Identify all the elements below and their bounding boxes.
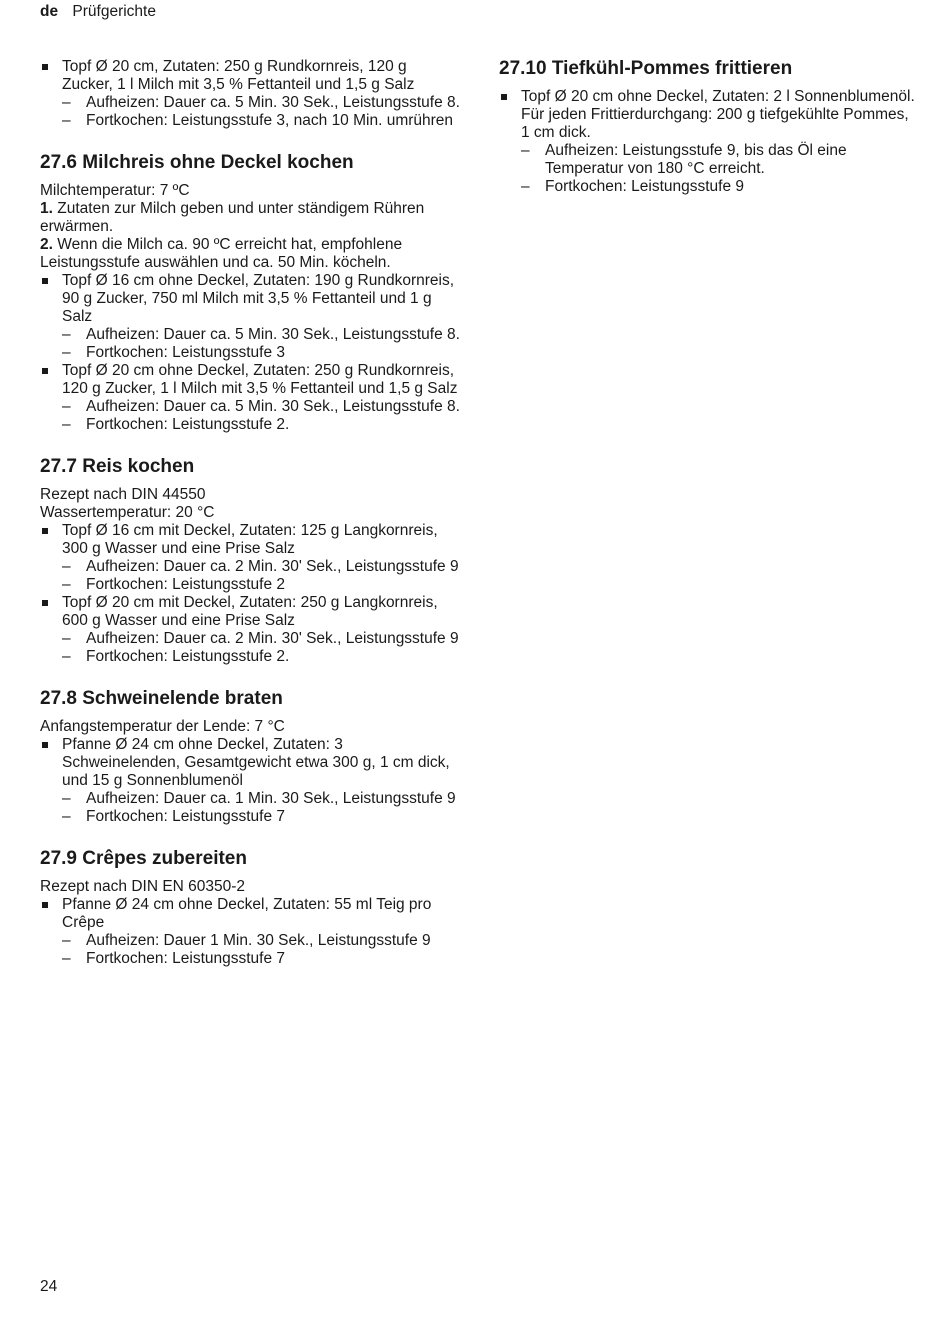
list-item: Topf Ø 20 cm mit Deckel, Zutaten: 250 g Langkornreis, 600 g Wasser und eine Prise Salz – Aufheizen: Dauer ca. 2 Min. 30' Sek., Leistungsstufe 9 – Fortkochen: Leistungsstufe 2. — [40, 594, 460, 666]
step-item: – Fortkochen: Leistungsstufe 7 — [62, 950, 460, 968]
list-item: Topf Ø 16 cm mit Deckel, Zutaten: 125 g Langkornreis, 300 g Wasser und eine Prise Salz – Aufheizen: Dauer ca. 2 Min. 30' Sek., Leistungsstufe 9 – Fortkochen: Leistungsstufe 2 — [40, 522, 460, 594]
page-number: 24 — [40, 1278, 58, 1295]
left-column — [40, 58, 460, 990]
list-item: Pfanne Ø 24 cm ohne Deckel, Zutaten: 55 ml Teig pro Crêpe – Aufheizen: Dauer 1 Min. 30 Sek., Leistungsstufe 9 – Fortkochen: Leistungsstufe 7 — [40, 896, 460, 968]
section-heading: 27.9 Crêpes zubereiten — [40, 848, 247, 869]
section-heading: 27.8 Schweinelende braten — [40, 688, 283, 709]
step-item: – Aufheizen: Leistungsstufe 9, bis das Öl eine Temperatur von 180 °C erreicht. — [521, 142, 919, 178]
step-item: – Fortkochen: Leistungsstufe 2. — [62, 416, 460, 434]
section-27-8 — [40, 688, 460, 826]
list-item: Topf Ø 20 cm ohne Deckel, Zutaten: 2 l Sonnenblumenöl. Für jeden Frittierdurchgang: 200 g tiefgekühlte Pommes, 1 cm dick. – Aufheizen: Leistungsstufe 9, bis das Öl eine Temperatur von 180 °C erreicht. – Fortkochen: Leistungsstufe 9 — [499, 88, 919, 196]
header-section-title: Prüfgerichte — [72, 3, 156, 20]
step-item: – Fortkochen: Leistungsstufe 3 — [62, 344, 460, 362]
section-heading: 27.10 Tiefkühl-Pommes frittieren — [499, 58, 793, 79]
intro-block — [40, 58, 460, 130]
step-item: – Fortkochen: Leistungsstufe 3, nach 10 Min. umrühren — [62, 112, 460, 130]
step-item: – Aufheizen: Dauer ca. 2 Min. 30' Sek., Leistungsstufe 9 — [62, 630, 460, 648]
step-item: – Aufheizen: Dauer ca. 5 Min. 30 Sek., Leistungsstufe 8. — [62, 398, 460, 416]
right-column — [499, 58, 919, 218]
list-item: Topf Ø 20 cm, Zutaten: 250 g Rundkornreis, 120 g Zucker, 1 l Milch mit 3,5 % Fettanteil und 1,5 g Salz – Aufheizen: Dauer ca. 5 Min. 30 Sek., Leistungsstufe 8. – Fortkochen: Leistungsstufe 3, nach 10 Min. umrühren — [40, 58, 460, 130]
step-item: – Fortkochen: Leistungsstufe 9 — [521, 178, 919, 196]
step-item: – Aufheizen: Dauer 1 Min. 30 Sek., Leistungsstufe 9 — [62, 932, 460, 950]
language-code: de — [40, 3, 59, 20]
section-27-9 — [40, 848, 460, 968]
list-item: Pfanne Ø 24 cm ohne Deckel, Zutaten: 3 Schweinelenden, Gesamtgewicht etwa 300 g, 1 cm dick, und 15 g Sonnenblumenöl – Aufheizen: Dauer ca. 1 Min. 30 Sek., Leistungsstufe 9 – Fortkochen: Leistungsstufe 7 — [40, 736, 460, 826]
recipe-reference: Rezept nach DIN 44550 — [40, 486, 206, 503]
water-temperature: Wassertemperatur: 20 °C — [40, 504, 215, 521]
recipe-reference: Rezept nach DIN EN 60350-2 — [40, 878, 246, 895]
instruction-step-1: 1. Zutaten zur Milch geben und unter ständigem Rühren erwärmen. — [40, 200, 425, 235]
list-item: Topf Ø 16 cm ohne Deckel, Zutaten: 190 g Rundkornreis, 90 g Zucker, 750 ml Milch mit 3,5 % Fettanteil und 1 g Salz – Aufheizen: Dauer ca. 5 Min. 30 Sek., Leistungsstufe 8. – Fortkochen: Leistungsstufe 3 — [40, 272, 460, 362]
step-item: – Fortkochen: Leistungsstufe 7 — [62, 808, 460, 826]
step-item: – Aufheizen: Dauer ca. 5 Min. 30 Sek., Leistungsstufe 8. — [62, 94, 460, 112]
start-temperature: Anfangstemperatur der Lende: 7 °C — [40, 718, 285, 735]
step-item: – Aufheizen: Dauer ca. 1 Min. 30 Sek., Leistungsstufe 9 — [62, 790, 460, 808]
section-heading: 27.6 Milchreis ohne Deckel kochen — [40, 152, 354, 173]
section-27-10 — [499, 58, 919, 196]
milk-temperature: Milchtemperatur: 7 ºC — [40, 182, 190, 199]
instruction-step-2: 2. Wenn die Milch ca. 90 ºC erreicht hat, empfohlene Leistungsstufe auswählen und ca. 50 Min. köcheln. — [40, 236, 403, 271]
step-item: – Fortkochen: Leistungsstufe 2. — [62, 648, 460, 666]
section-27-7 — [40, 456, 460, 666]
section-heading: 27.7 Reis kochen — [40, 456, 195, 477]
page-header — [40, 3, 156, 21]
step-item: – Fortkochen: Leistungsstufe 2 — [62, 576, 460, 594]
list-item: Topf Ø 20 cm ohne Deckel, Zutaten: 250 g Rundkornreis, 120 g Zucker, 1 l Milch mit 3,5 % Fettanteil und 1,5 g Salz – Aufheizen: Dauer ca. 5 Min. 30 Sek., Leistungsstufe 8. – Fortkochen: Leistungsstufe 2. — [40, 362, 460, 434]
step-item: – Aufheizen: Dauer ca. 5 Min. 30 Sek., Leistungsstufe 8. — [62, 326, 460, 344]
step-item: – Aufheizen: Dauer ca. 2 Min. 30' Sek., Leistungsstufe 9 — [62, 558, 460, 576]
section-27-6 — [40, 152, 460, 434]
